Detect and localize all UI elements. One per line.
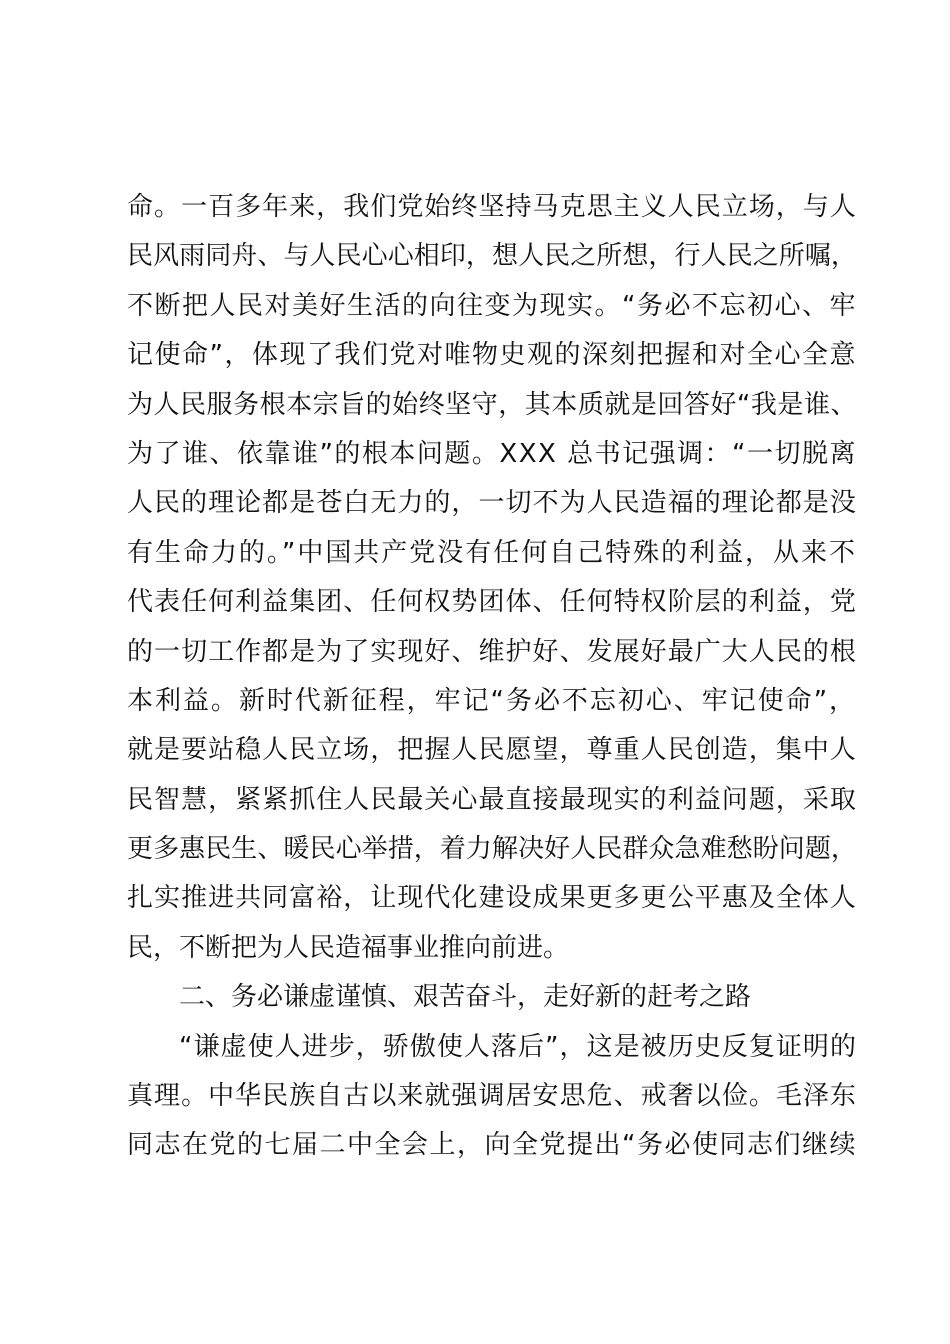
body-text [127, 183, 857, 1171]
paragraph-line: 民智慧，紧紧抓住人民最关心最直接最现实的利益问题，采取 [127, 784, 857, 815]
paragraph-line: 命。一百多年来，我们党始终坚持马克思主义人民立场，与人 [127, 192, 857, 222]
paragraph-line: 记使命”，体现了我们党对唯物史观的深刻把握和对全心全意 [127, 340, 857, 371]
paragraph-line: 真理。中华民族自古以来就强调居安思危、戒奢以俭。毛泽东 [127, 1081, 857, 1112]
paragraph-line: 就是要站稳人民立场，把握人民愿望，尊重人民创造，集中人 [127, 735, 857, 766]
paragraph-line: 更多惠民生、暖民心举措，着力解决好人民群众急难愁盼问题， [127, 834, 857, 865]
paragraph-line: 同志在党的七届二中全会上，向全党提出“务必使同志们继续 [127, 1130, 857, 1161]
paragraph-line: 代表任何利益集团、任何权势团体、任何特权阶层的利益，党 [127, 587, 857, 618]
paragraph-line: 为了谁、依靠谁”的根本问题。XXX 总书记强调：“一切脱离 [127, 438, 857, 469]
paragraph-line: 的一切工作都是为了实现好、维护好、发展好最广大人民的根 [127, 636, 857, 667]
paragraph-line: 为人民服务根本宗旨的始终坚守，其本质就是回答好“我是谁、 [127, 389, 857, 420]
paragraph-line: 人民的理论都是苍白无力的，一切不为人民造福的理论都是没 [127, 488, 857, 519]
paragraph-line: 不断把人民对美好生活的向往变为现实。“务必不忘初心、牢 [127, 290, 857, 321]
paragraph-line: 扎实推进共同富裕，让现代化建设成果更多更公平惠及全体人 [127, 883, 857, 914]
paragraph-line: 有生命力的。”中国共产党没有任何自己特殊的利益，从来不 [127, 537, 857, 568]
paragraph-line: 民风雨同舟、与人民心心相印，想人民之所想，行人民之所嘱， [127, 241, 857, 272]
paragraph-line: 民，不断把为人民造福事业推向前进。 [127, 932, 570, 963]
section-heading: 二、务必谦虚谨慎、艰苦奋斗，走好新的赶考之路 [179, 982, 752, 1013]
paragraph-line: 本利益。新时代新征程，牢记“务必不忘初心、牢记使命”， [127, 685, 857, 716]
paragraph-line: “谦虚使人进步，骄傲使人落后”，这是被历史反复证明的 [179, 1031, 857, 1062]
